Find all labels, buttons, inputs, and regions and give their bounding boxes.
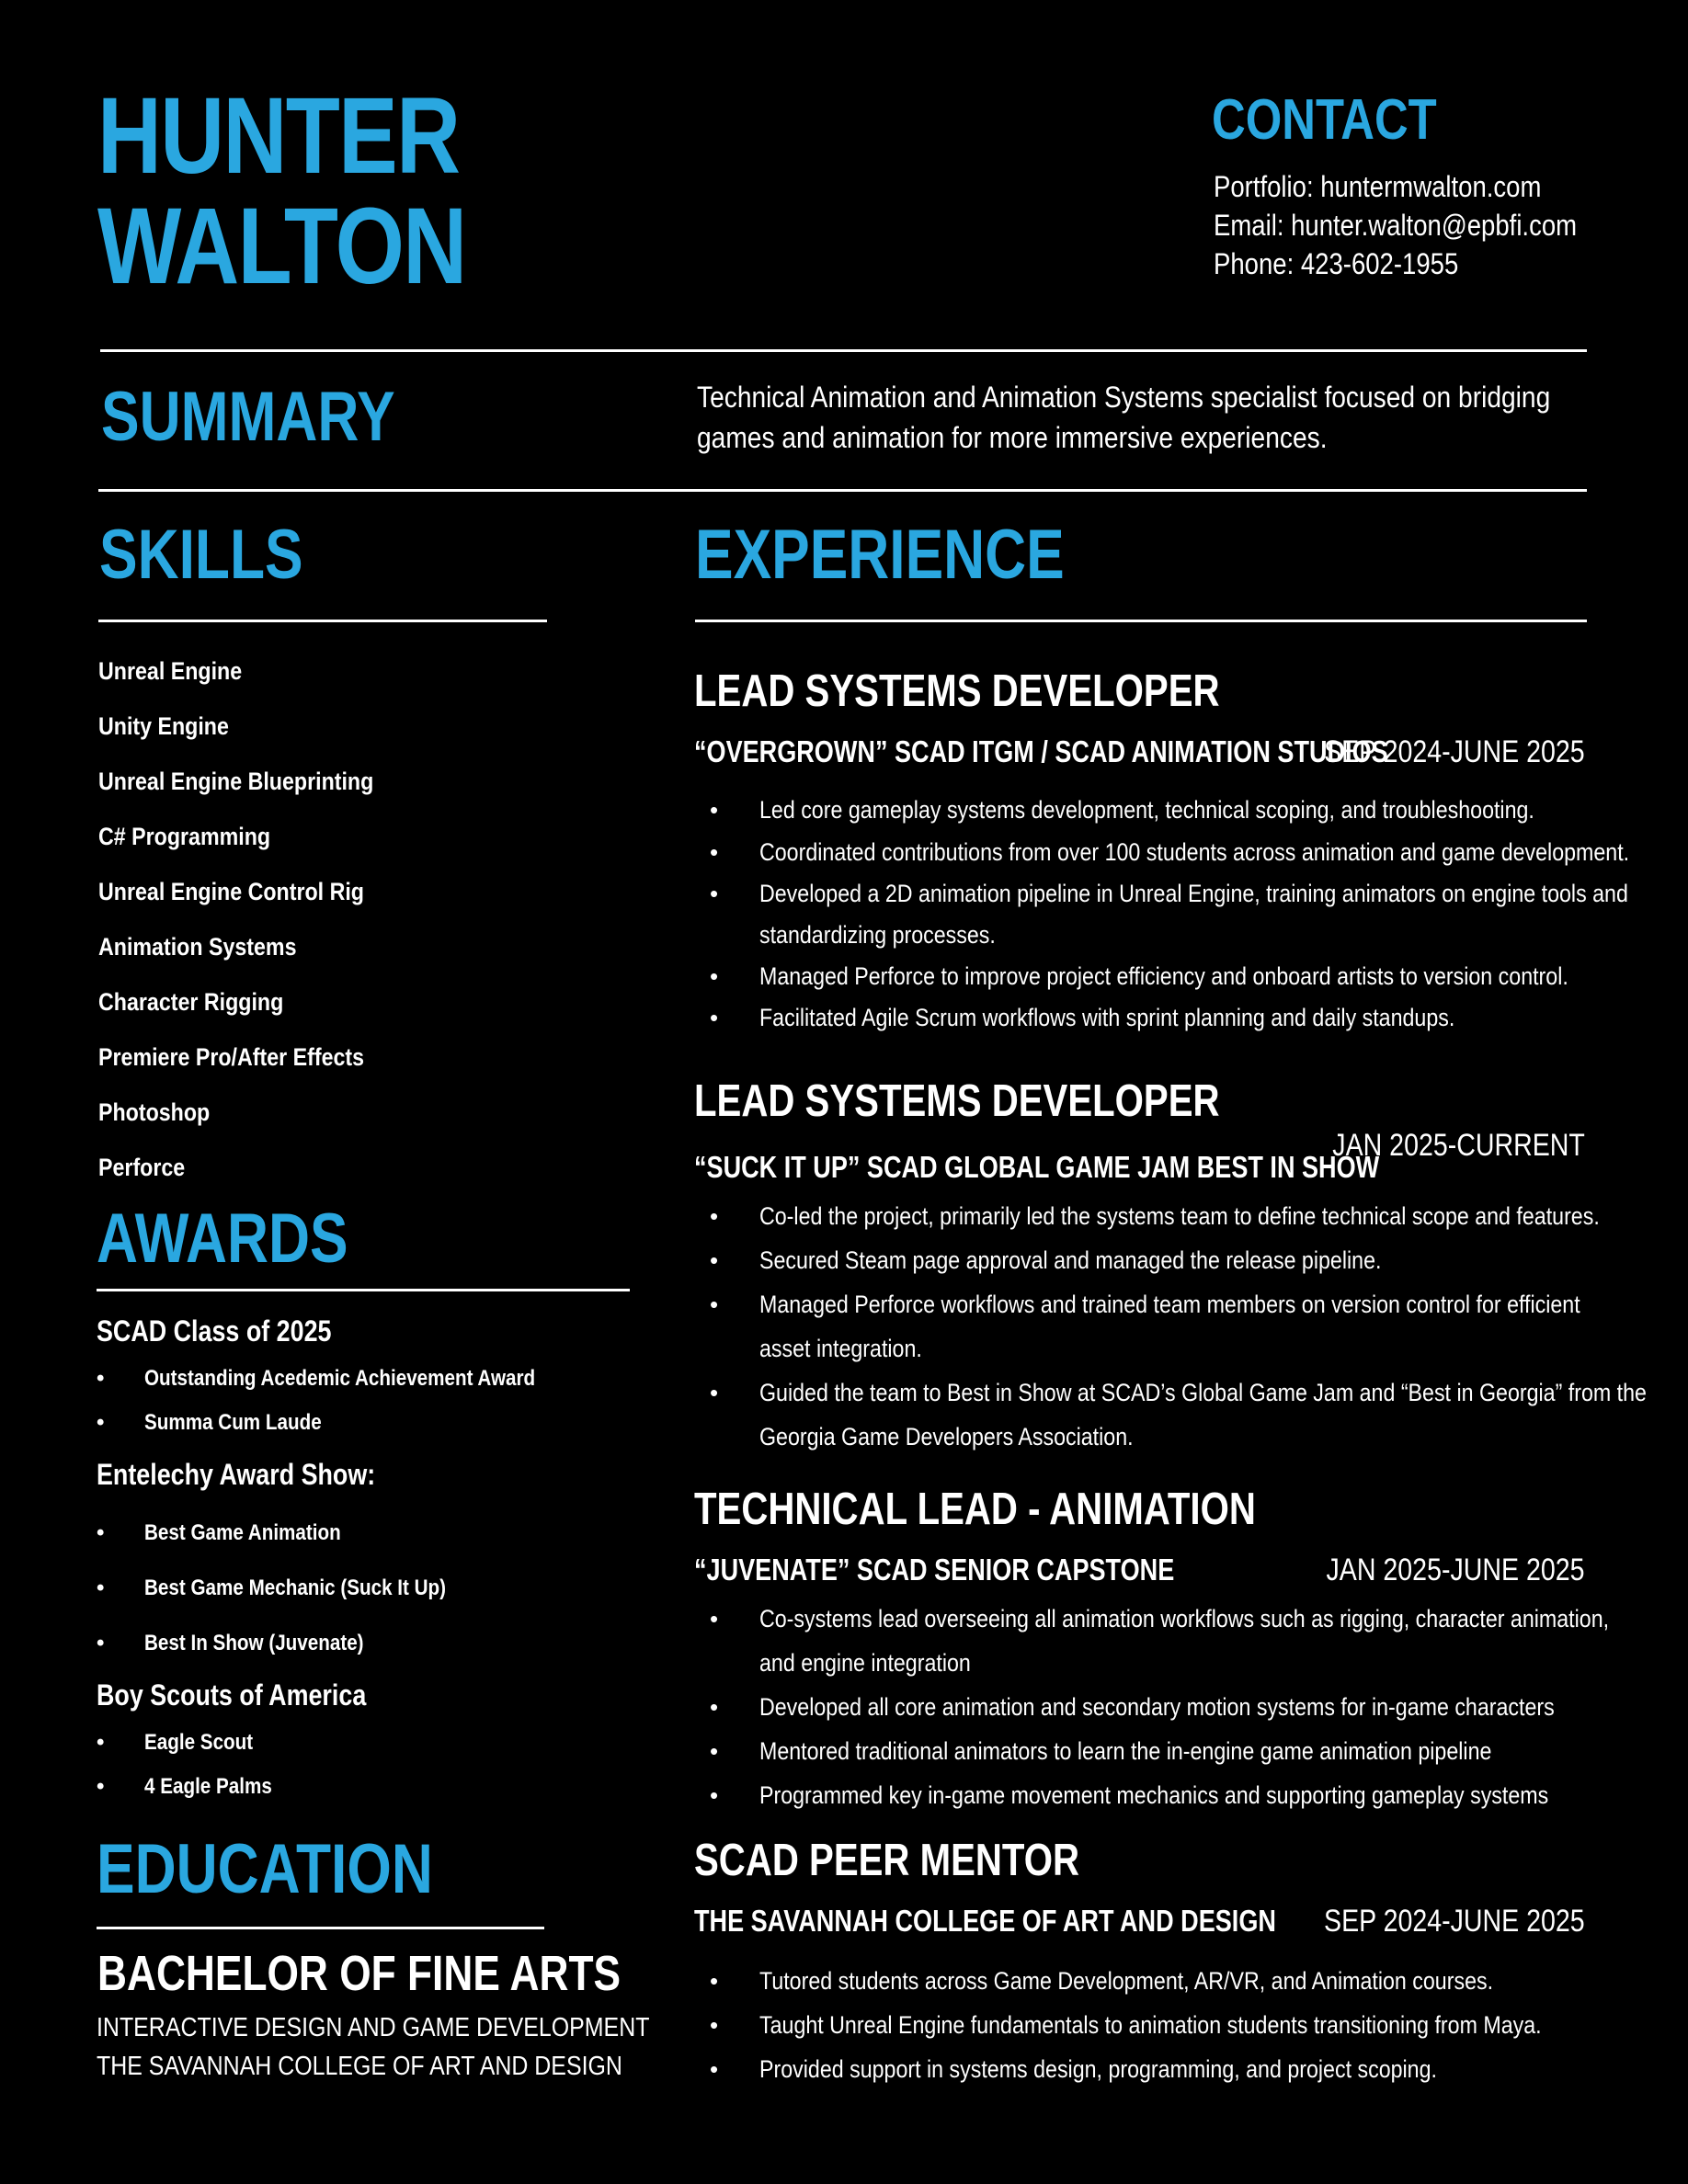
- divider-header: [100, 349, 1587, 352]
- job-bullet-continued: asset integration.: [759, 1335, 922, 1362]
- skills-list: [98, 643, 418, 1195]
- award-item: • Best In Show (Juvenate): [97, 1631, 364, 1655]
- job-bullet: Managed Perforce workflows and trained team members on version control for efficient: [759, 1291, 1580, 1318]
- job-date: JAN 2025-JUNE 2025: [1327, 1553, 1585, 1587]
- name-heading: [97, 75, 466, 307]
- bullet-dot: •: [710, 1291, 719, 1318]
- bullet-dot: •: [710, 1693, 719, 1721]
- divider-experience: [695, 620, 1587, 622]
- bullet-dot: •: [710, 2011, 719, 2039]
- job-date: SEP 2024-JUNE 2025: [1324, 1904, 1585, 1939]
- job-bullet: Tutored students across Game Development, AR/VR, and Animation courses.: [759, 1967, 1494, 1995]
- job-date: JAN 2025-CURRENT: [1332, 1128, 1585, 1163]
- job-title: SCAD PEER MENTOR: [694, 1836, 1079, 1885]
- award-item: • Best Game Animation: [97, 1520, 341, 1545]
- job-bullet: Co-systems lead overseeing all animation workflows such as rigging, character animation,: [759, 1605, 1610, 1632]
- award-group-title: SCAD Class of 2025: [97, 1314, 332, 1348]
- job-title: TECHNICAL LEAD - ANIMATION: [694, 1484, 1256, 1534]
- summary-text: [697, 377, 1570, 458]
- award-group-title: Entelechy Award Show:: [97, 1458, 376, 1491]
- bullet-dot: •: [710, 838, 719, 866]
- job-bullet: Facilitated Agile Scrum workflows with sprint planning and daily standups.: [759, 1004, 1455, 1031]
- job-title: LEAD SYSTEMS DEVELOPER: [694, 666, 1220, 716]
- skill-item: C# Programming: [98, 823, 271, 850]
- job-title: LEAD SYSTEMS DEVELOPER: [694, 1076, 1220, 1126]
- divider-education: [97, 1927, 544, 1929]
- bullet-dot: •: [710, 1605, 719, 1632]
- bullet-dot: •: [710, 1967, 719, 1995]
- bullet-dot: •: [710, 1379, 719, 1406]
- award-group-title: Boy Scouts of America: [97, 1678, 367, 1712]
- contact-email[interactable]: Email: hunter.walton@epbfi.com: [1214, 209, 1578, 242]
- skill-item: Unreal Engine: [98, 657, 243, 685]
- skill-item: Unreal Engine Control Rig: [98, 878, 364, 905]
- bullet-dot: •: [710, 2055, 719, 2083]
- education-school: THE SAVANNAH COLLEGE OF ART AND DESIGN: [97, 2052, 622, 2081]
- job-bullet: Managed Perforce to improve project efficiency and onboard artists to version control.: [759, 962, 1568, 990]
- job-bullet: Developed all core animation and secondary motion systems for in-game characters: [759, 1693, 1555, 1721]
- skill-item: Perforce: [98, 1154, 186, 1181]
- job-bullet: Programmed key in-game movement mechanics and supporting gameplay systems: [759, 1781, 1549, 1809]
- job-bullet: Taught Unreal Engine fundamentals to animation students transitioning from Maya.: [759, 2011, 1542, 2039]
- bullet-dot: •: [710, 1202, 719, 1230]
- contact-phone: Phone: 423-602-1955: [1214, 247, 1459, 280]
- job-organization: THE SAVANNAH COLLEGE OF ART AND DESIGN: [694, 1904, 1276, 1938]
- contact-portfolio[interactable]: Portfolio: huntermwalton.com: [1214, 170, 1542, 203]
- job-bullet: Guided the team to Best in Show at SCAD’s Global Game Jam and “Best in Georgia” from the: [759, 1379, 1647, 1406]
- contact-heading: CONTACT: [1212, 88, 1437, 152]
- award-item: • Eagle Scout: [97, 1730, 254, 1755]
- experience-heading: EXPERIENCE: [695, 516, 1065, 594]
- skill-item: Animation Systems: [98, 933, 297, 961]
- bullet-dot: •: [710, 796, 719, 824]
- job-bullet: Developed a 2D animation pipeline in Unreal Engine, training animators on engine tools and: [759, 880, 1628, 907]
- job-bullet-continued: standardizing processes.: [759, 921, 996, 949]
- last-name: WALTON: [97, 186, 466, 307]
- summary-heading: SUMMARY: [101, 378, 395, 456]
- job-organization: “JUVENATE” SCAD SENIOR CAPSTONE: [694, 1553, 1175, 1587]
- bullet-dot: •: [710, 880, 719, 907]
- award-item: • 4 Eagle Palms: [97, 1774, 272, 1799]
- job-bullet: Coordinated contributions from over 100 students across animation and game development.: [759, 838, 1630, 866]
- job-organization: “SUCK IT UP” SCAD GLOBAL GAME JAM BEST IN SHOW: [694, 1150, 1380, 1184]
- job-bullet: Mentored traditional animators to learn the in-engine game animation pipeline: [759, 1737, 1492, 1765]
- education-heading: EDUCATION: [97, 1830, 433, 1908]
- job-bullet-continued: and engine integration: [759, 1649, 971, 1677]
- award-item: • Best Game Mechanic (Suck It Up): [97, 1575, 447, 1600]
- divider-skills: [98, 620, 547, 622]
- award-item: • Outstanding Acedemic Achievement Award: [97, 1366, 536, 1391]
- awards-heading: AWARDS: [97, 1200, 348, 1278]
- bullet-dot: •: [710, 962, 719, 990]
- job-bullet: Provided support in systems design, programming, and project scoping.: [759, 2055, 1437, 2083]
- skill-item: Unreal Engine Blueprinting: [98, 768, 374, 795]
- skill-item: Premiere Pro/After Effects: [98, 1043, 365, 1071]
- bullet-dot: •: [710, 1004, 719, 1031]
- job-bullet: Secured Steam page approval and managed the release pipeline.: [759, 1246, 1382, 1274]
- education-degree: BACHELOR OF FINE ARTS: [97, 1946, 622, 2001]
- summary-line: games and animation for more immersive experiences.: [697, 421, 1328, 454]
- skill-item: Unity Engine: [98, 712, 229, 740]
- education-major: INTERACTIVE DESIGN AND GAME DEVELOPMENT: [97, 2013, 650, 2042]
- first-name: HUNTER: [97, 75, 460, 197]
- divider-awards: [97, 1289, 630, 1291]
- divider-summary: [98, 489, 1587, 492]
- bullet-dot: •: [710, 1781, 719, 1809]
- job-bullet: Co-led the project, primarily led the systems team to define technical scope and features.: [759, 1202, 1600, 1230]
- job-organization: “OVERGROWN” SCAD ITGM / SCAD ANIMATION STUDIOS: [694, 734, 1388, 768]
- skill-item: Photoshop: [98, 1098, 211, 1126]
- job-date: SEP 2024-JUNE 2025: [1324, 734, 1585, 769]
- skills-heading: SKILLS: [99, 516, 303, 594]
- skill-item: Character Rigging: [98, 988, 284, 1016]
- award-item: • Summa Cum Laude: [97, 1410, 322, 1435]
- summary-line: Technical Animation and Animation Systems specialist focused on bridging: [697, 381, 1551, 414]
- bullet-dot: •: [710, 1737, 719, 1765]
- job-bullet: Led core gameplay systems development, technical scoping, and troubleshooting.: [759, 796, 1534, 824]
- bullet-dot: •: [710, 1246, 719, 1274]
- job-bullet-continued: Georgia Game Developers Association.: [759, 1423, 1134, 1450]
